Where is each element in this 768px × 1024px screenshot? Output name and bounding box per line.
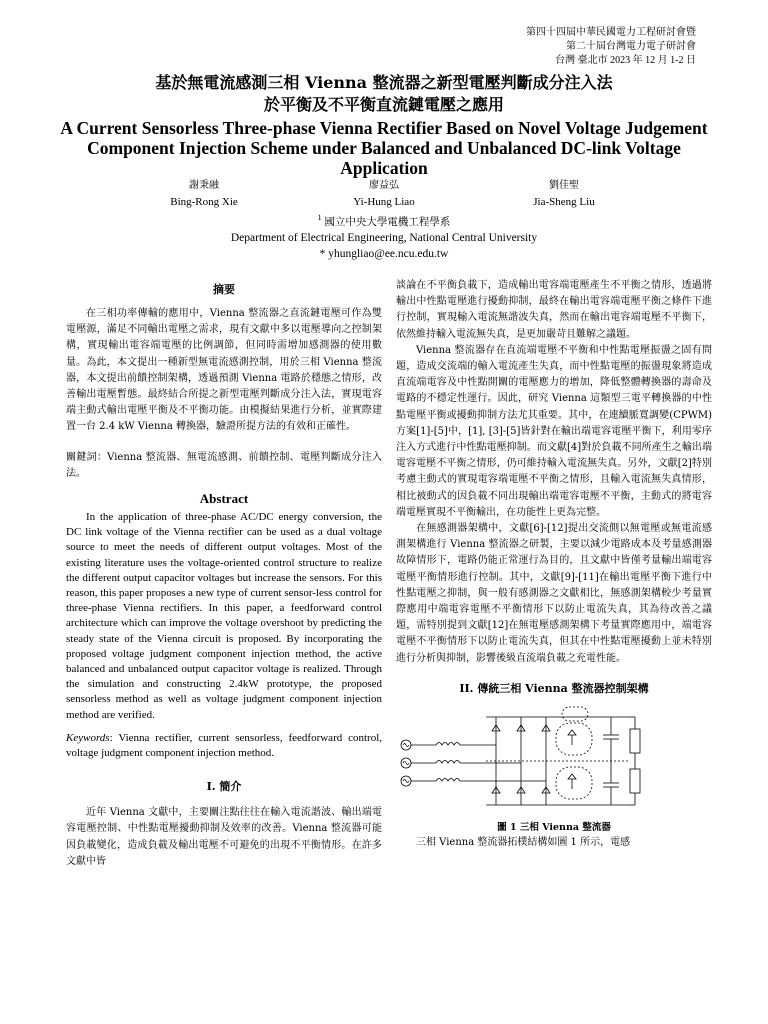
author-name-zh: 謝秉融 bbox=[189, 180, 219, 191]
right-paragraph-2: Vienna 整流器存在直流端電壓不平衡和中性點電壓振盪之固有問題，造成交流端的輸入電流產生失真，而中性點電壓的振盪現象將造成直流端電容及中性點開關的電壓應力的增加，降低整體轉換器的壽命及電路的不穩定性運行。因此，研究 Vienna 這類型三電平轉換器的中性點電壓平衡或擾動抑制方法尤其重要。其中，在連續脈寬調變(CPWM)方案[1]-[5]中，[1], [3]-[5]皆針對在輸出端電容電壓平衡下，利用零序注入方式進行中性點電壓抑制。而文獻[4]對於負載不同所產生之輸出端電容電壓不平衡之情形，仍可維持輸入電流無失真。另外，文獻[2]特別考慮主動式的實現電容端電壓不平衡之情形，且輸入電流無失真情形，相比被動式的因負載不同出現輸出端電容電壓不平衡，主動式的將電容端電壓實現不平衡輸出，在功能性上更為完整。 bbox=[396, 344, 712, 518]
keywords-zh: 關鍵詞：Vienna 整流器、無電流感測、前饋控制、電壓判斷成分注入法。 bbox=[66, 451, 382, 479]
abstract-zh-heading: 摘要 bbox=[213, 283, 235, 296]
author bbox=[116, 178, 292, 210]
figure-caption: 圖 1 三相 Vienna 整流器 bbox=[497, 821, 611, 833]
vienna-rectifier-figure bbox=[396, 705, 658, 813]
title-zh-line1: 基於無電流感測三相 Vienna 整流器之新型電壓判斷成分注入法 bbox=[155, 73, 613, 92]
section2-paragraph: 三相 Vienna 整流器拓樸結構如圖 1 所示，電感 bbox=[416, 836, 631, 848]
author bbox=[296, 178, 472, 210]
right-paragraph-3: 在無感測器架構中，文獻[6]-[12]提出交流側以無電壓或無電流感測架構進行 Vienna 整流器之研製，主要以減少電路成本及考量感測器故障情形下，電路仍能正常運行為目的，且文獻中皆僅考量輸出端電容電壓平衡情形進行控制。其中，文獻[9]-[11]在輸出電壓平衡下進行中性點電壓之抑制，與一般有感測器之文獻相比，無感測架構較少考量實際應用中端電容電壓不平衡情形下以防止電流失真，其為待改善之議題，需特別提到文獻[12]在無電壓感測架構下考量實際應用中，端電容電壓不平衡情形下以防止電流失真，但其在中性點電壓擾動上並未特別進行分析與抑制，影響後級直流端負載之充電性能。 bbox=[396, 523, 712, 664]
title-en: A Current Sensorless Three-phase Vienna Rectifier Based on Novel Voltage Judgement Component Injection Scheme under Balanced and Unbalanced DC-link Voltage Application bbox=[60, 118, 708, 178]
conference-date: 台灣 臺北市 2023 年 12 月 1-2 日 bbox=[555, 55, 696, 66]
keywords-en-label: Keywords bbox=[66, 731, 110, 744]
keywords-en bbox=[66, 731, 382, 761]
author bbox=[476, 178, 652, 210]
section1-heading: I. 簡介 bbox=[206, 780, 242, 794]
author-name-zh: 劉佳聖 bbox=[549, 180, 579, 191]
left-column bbox=[66, 282, 382, 870]
affiliation-email: * yhungliao@ee.ncu.edu.tw bbox=[319, 247, 449, 260]
author-name-en: Jia-Sheng Liu bbox=[533, 196, 595, 208]
right-column bbox=[396, 278, 712, 851]
author-name-en: Bing-Rong Xie bbox=[170, 196, 238, 208]
abstract-zh-body: 在三相功率傳輸的應用中，Vienna 整流器之直流鏈電壓可作為雙電壓源，滿足不同輸出電壓之需求，現有文獻中多以電壓導向之控制架構，實現輸出電容端電壓的比例調節，但同時需增加感測器的使用數量。為此，本文提出一種新型無電流感測控制，用於三相 Vienna 整流器，本文提出前饋控制架構，透過預測 Vienna 電路於穩態之情形，改善輸出電壓暫態。最終結合所提之新型電壓判斷成分注入法，實現電容端主動式輸出電壓平衡及不平衡功能。由模擬結果進行分析，並實際建置一台 2.4 kW Vienna 轉換器，驗證所提方法的有效和正確性。 bbox=[66, 308, 382, 433]
author-name-en: Yi-Hung Liao bbox=[353, 196, 415, 208]
conference-header bbox=[436, 26, 696, 68]
right-paragraph-1: 談論在不平衡負載下，造成輸出電容端電壓產生不平衡之情形，透過將輸出中性點電壓進行擾動抑制，最終在輸出電容端電壓平衡之條件下進行控制，實現輸入電流無諧波失真，然而在輸出電容端電壓不平衡下，依然維持輸入電流無失真，是更加嚴苛且難解之議題。 bbox=[396, 280, 712, 340]
section2-heading: II. 傳統三相 Vienna 整流器控制架構 bbox=[459, 681, 649, 695]
title-zh-line2: 於平衡及不平衡直流鏈電壓之應用 bbox=[263, 95, 504, 114]
affiliation-marker: 1 bbox=[317, 213, 322, 222]
keywords-en-text: : Vienna rectifier, current sensorless, feedforward control, voltage judgment component injection method. bbox=[66, 731, 382, 760]
affiliation-en: Department of Electrical Engineering, National Central University bbox=[230, 231, 538, 244]
abstract-en-body: In the application of three-phase AC/DC energy conversion, the DC link voltage of the Vienna rectifier can be used as a dual voltage source to meet the needs of different output voltages. Most of the existing literature uses the voltage-oriented control structure to realize the different output capacitor voltages but increase the sensors. For this reason, this paper proposes a new type of current sensor-less control for three-phase Vienna rectifiers. In this paper, a feedforward control architecture which can improve the voltage overshoot by predicting the steady state of the Vienna circuit is proposed. By incorporating the proposed voltage judgment component injection method, the active balanced and unbalanced output capacitor voltage is realized. Through the simulation and constructing 2.4kW prototype, the proposed sensorless method as well as voltage judgment component injection method are verified. bbox=[66, 511, 382, 721]
author-name-zh: 廖益弘 bbox=[369, 180, 399, 191]
affiliation bbox=[100, 210, 668, 262]
conference-line: 第二十屆台灣電力電子研討會 bbox=[566, 41, 696, 52]
section1-paragraph: 近年 Vienna 文獻中，主要關注點往往在輸入電流諧波、輸出端電容電壓控制、中性點電壓擾動抑制及效率的改善。Vienna 整流器可能因負載變化，造成負載及輸出電壓不可避免的出現不平衡情形。在許多文獻中皆 bbox=[66, 807, 382, 867]
conference-line: 第四十四屆中華民國電力工程研討會暨 bbox=[526, 27, 696, 38]
affiliation-zh: 國立中央大學電機工程學系 bbox=[324, 215, 451, 228]
abstract-en-heading: Abstract bbox=[199, 491, 249, 507]
